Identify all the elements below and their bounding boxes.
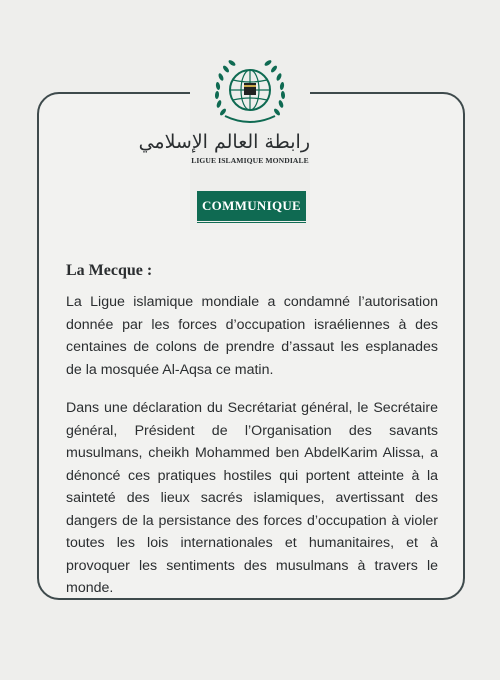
paragraph-1: La Ligue islamique mondiale a condamné l’autorisation donnée par les forces d’occupation israéliennes à des centaines de colons de prendre d’assaut les esplanades de la mosquée Al-Aqsa ce matin. [66,294,438,378]
paragraph-2: Dans une déclaration du Secrétariat général, le Secrétaire général, Président de l’Organisation des savants musulmans, cheikh Mohammed ben AbdelKarim Alissa, a dénoncé ces pratiques hostiles qui portent atteinte à la sainteté des lieux sacrés islamiques, avertissant des dangers de la persistance des forces d’occupation à violer toutes les lois internationales et humanitaires, et à provoquer les sentiments des musulmans à travers le monde. [66,400,438,596]
dateline-place: La Mecque : [66,262,153,279]
arabic-org-name: رابطة العالم الإسلامي [138,131,310,153]
org-name: LIGUE ISLAMIQUE MONDIALE [191,156,309,165]
communique-badge: COMMUNIQUE [197,191,306,221]
mwl-emblem-icon [211,56,289,128]
